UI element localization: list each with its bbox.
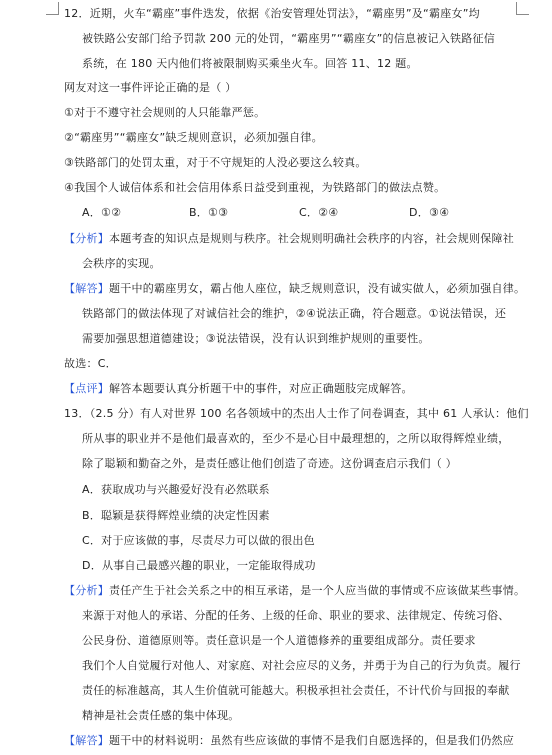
q12-answer-line-1	[64, 282, 525, 296]
q12-choice-d: D．③④	[409, 206, 450, 219]
q12-option-4: ④我国个人诚信体系和社会信用体系日益受到重视，为铁路部门的做法点赞。	[64, 181, 446, 194]
q13-stem-line-3: 除了聪颖和勤奋之外，是责任感让他们创造了奇迹。这份调查启示我们（ ）	[82, 457, 457, 470]
q13-analysis-line-4: 我们个人自觉履行对他人、对家庭、对社会应尽的义务，并勇于为自己的行为负责。履行	[82, 659, 521, 672]
q13-analysis-line-3: 公民身份、道德原则等。责任意识是一个人道德修养的重要组成部分。责任要求	[82, 634, 476, 647]
q12-question: 网友对这一事件评论正确的是（ ）	[64, 81, 237, 94]
q13-stem-line-2: 所从事的职业并不是他们最喜欢的，至少不是心目中最理想的，之所以取得辉煌业绩，	[82, 432, 510, 445]
q12-conclusion: 故选：C．	[64, 357, 117, 370]
q12-choice-b: B．①③	[189, 206, 229, 219]
q12-comment-text: 解答本题要认真分析题干中的事件，对应正确题肢完成解答。	[109, 382, 413, 395]
q13-analysis-line-6: 精神是社会责任感的集中体现。	[82, 709, 240, 722]
page-corner-mark-right	[516, 2, 529, 15]
q13-answer-text: 题干中的材料说明：虽然有些应该做的事情不是我们自愿选择的，但是我们仍然应	[109, 734, 514, 747]
q12-stem-line-2: 被铁路公安部门给予罚款 200 元的处罚，“霸座男”“霸座女”的信息被记入铁路征信	[82, 32, 496, 45]
q12-analysis-text: 本题考查的知识点是规则与秩序。社会规则明确社会秩序的内容，社会规则保障社	[109, 232, 514, 245]
q12-choice-c: C．②④	[299, 206, 339, 219]
q12-stem-line-3: 系统，在 180 天内他们将被限制购买乘坐火车。回答 11、12 题。	[82, 57, 418, 70]
q13-option-d: D．从事自己最感兴趣的职业，一定能取得成功	[82, 559, 316, 572]
q13-option-b: B．聪颖是获得辉煌业绩的决定性因素	[82, 509, 270, 522]
q12-comment	[64, 382, 413, 396]
q12-analysis-line-2: 会秩序的实现。	[82, 257, 161, 270]
q13-analysis-line-5: 责任的标准越高，其人生价值就可能越大。积极承担社会责任，不计代价与回报的奉献	[82, 684, 510, 697]
q13-analysis-text: 责任产生于社会关系之中的相互承诺，是一个人应当做的事情或不应该做某些事情。	[109, 584, 526, 597]
q12-option-1: ①对于不遵守社会规则的人只能靠严惩。	[64, 106, 266, 119]
q12-answer-line-2: 铁路部门的做法体现了对诚信社会的维护，②④说法正确，符合题意。①说法错误，还	[82, 307, 507, 320]
analysis-label: 【分析】	[64, 232, 109, 245]
q12-answer-line-3: 需要加强思想道德建设；③说法错误，没有认识到维护规则的重要性。	[82, 332, 430, 345]
page-corner-mark-left	[46, 2, 59, 15]
q12-option-2: ②“霸座男”“霸座女”缺乏规则意识，必须加强自律。	[64, 131, 323, 144]
q13-option-a: A．获取成功与兴趣爱好没有必然联系	[82, 483, 270, 496]
q13-analysis-line-2: 来源于对他人的承诺、分配的任务、上级的任命、职业的要求、法律规定、传统习俗、	[82, 609, 510, 622]
q12-stem-line-1: 12．近期，火车“霸座”事件迭发，依据《治安管理处罚法》，“霸座男”及“霸座女”均	[64, 7, 480, 20]
q13-option-c: C．对于应该做的事，尽责尽力可以做的很出色	[82, 534, 315, 547]
answer-label: 【解答】	[64, 734, 109, 747]
q13-stem-line-1: 13．（2.5 分）有人对世界 100 名各领域中的杰出人士作了问卷调查，其中 61 人承认：他们	[64, 407, 529, 420]
q12-choice-a: A．①②	[82, 206, 122, 219]
q13-analysis-line-1	[64, 584, 525, 598]
answer-label: 【解答】	[64, 282, 109, 295]
q12-option-3: ③铁路部门的处罚太重，对于不守规矩的人没必要这么较真。	[64, 156, 367, 169]
q13-answer-line-1	[64, 734, 514, 748]
comment-label: 【点评】	[64, 382, 109, 395]
q12-analysis-line-1	[64, 232, 514, 246]
analysis-label: 【分析】	[64, 584, 109, 597]
q12-answer-text: 题干中的霸座男女，霸占他人座位，缺乏规则意识，没有诚实做人，必须加强自律。	[109, 282, 526, 295]
